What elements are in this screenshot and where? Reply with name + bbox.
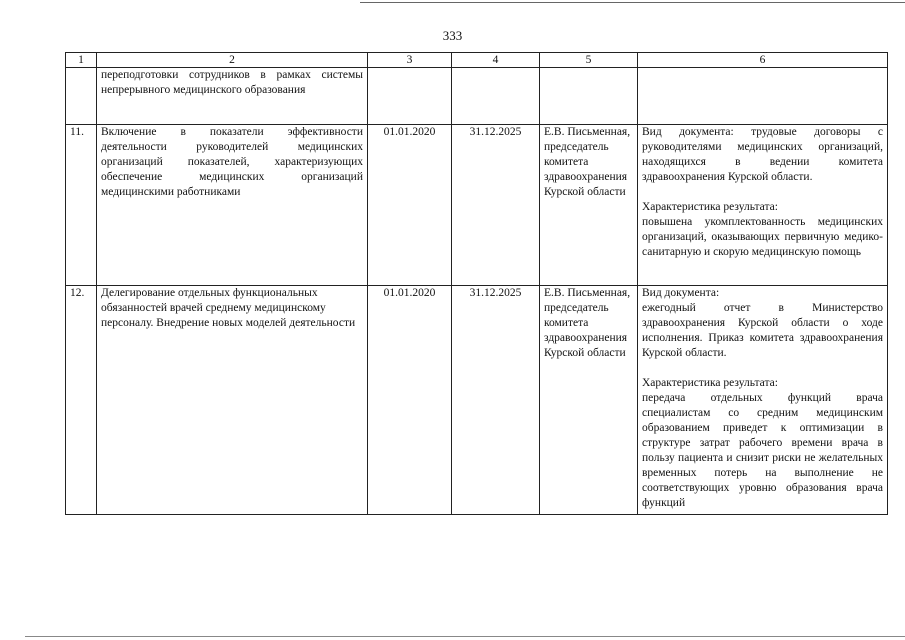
table-header-row xyxy=(66,53,888,68)
end-date-cell: 31.12.2025 xyxy=(452,286,540,515)
responsible-cell xyxy=(540,68,638,125)
measures-table xyxy=(65,52,888,515)
document-type-text: Вид документа: трудовые договоры с руководителями медицинских организаций, находящихся в ведении комитета здравоохранения Курской области. xyxy=(642,126,883,183)
page-number: 333 xyxy=(442,28,463,43)
scan-edge-line-top xyxy=(360,2,905,3)
result-text: передача отдельных функций врача специалистам со средним медицинским образованием приведет к оптимизации в структуре затрат рабочего времени врача в пользу пациента и снизит риски не желательных временных потерь на выполнение не соответствующих уровню образования врача функций xyxy=(642,392,883,509)
row-number-cell: 12. xyxy=(66,286,97,515)
measure-description-cell: Включение в показатели эффективности деятельности руководителей медицинских организаций показателей, характеризующих обеспечение медицинских организаций медицинскими работниками xyxy=(97,125,368,286)
result-label: Характеристика результата: xyxy=(642,201,778,213)
result-cell xyxy=(638,286,888,515)
result-label: Характеристика результата: xyxy=(642,377,778,389)
result-cell xyxy=(638,125,888,286)
column-header: 5 xyxy=(540,53,638,68)
start-date-cell: 01.01.2020 xyxy=(368,286,452,515)
column-header: 2 xyxy=(97,53,368,68)
document-type-text: ежегодный отчет в Министерство здравоохранения Курской области о ходе исполнения. Приказ комитета здравоохранения Курской области. xyxy=(642,302,883,359)
row-number-cell xyxy=(66,68,97,125)
table-row xyxy=(66,286,888,515)
scan-edge-line-bottom xyxy=(25,636,905,637)
table-row-continuation xyxy=(66,68,888,125)
column-header: 3 xyxy=(368,53,452,68)
column-header: 4 xyxy=(452,53,540,68)
column-header: 1 xyxy=(66,53,97,68)
column-header: 6 xyxy=(638,53,888,68)
measure-description-cell: Делегирование отдельных функциональных обязанностей врачей среднему медицинскому персоналу. Внедрение новых моделей деятельности xyxy=(97,286,368,515)
result-text: повышена укомплектованность медицинских организаций, оказывающих первичную медико-санитарную и скорую медицинскую помощь xyxy=(642,216,883,258)
measure-description-cell: переподготовки сотрудников в рамках системы непрерывного медицинского образования xyxy=(97,68,368,125)
result-cell xyxy=(638,68,888,125)
end-date-cell: 31.12.2025 xyxy=(452,125,540,286)
document-type-label: Вид документа: xyxy=(642,287,720,299)
responsible-cell: Е.В. Письменная, председатель комитета здравоохранения Курской области xyxy=(540,286,638,515)
row-number-cell: 11. xyxy=(66,125,97,286)
start-date-cell: 01.01.2020 xyxy=(368,125,452,286)
end-date-cell xyxy=(452,68,540,125)
responsible-cell: Е.В. Письменная, председатель комитета здравоохранения Курской области xyxy=(540,125,638,286)
start-date-cell xyxy=(368,68,452,125)
table-row xyxy=(66,125,888,286)
